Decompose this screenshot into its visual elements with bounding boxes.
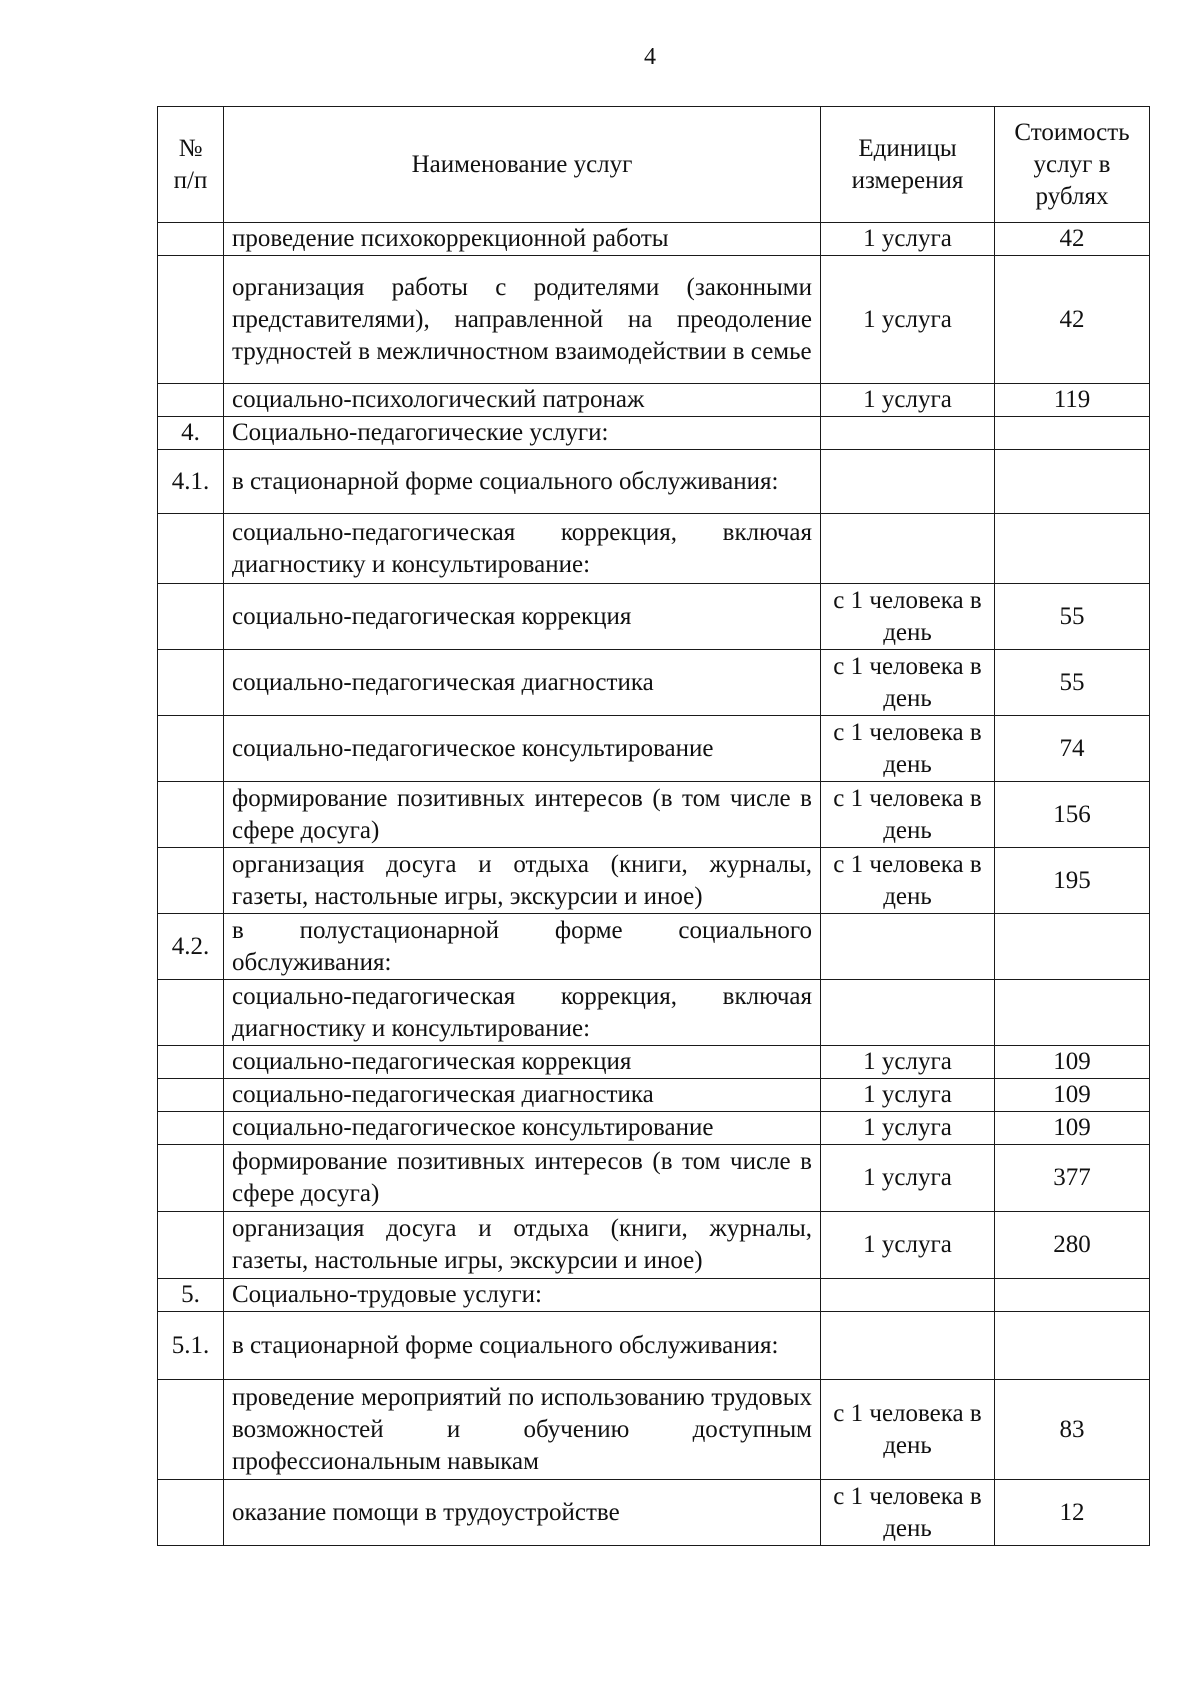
services-price-table — [157, 106, 1150, 1546]
table-row — [158, 1145, 1150, 1212]
cell-unit — [821, 1312, 995, 1380]
cell-name: Социально-трудовые услуги: — [224, 1279, 821, 1312]
cell-cost: 377 — [995, 1145, 1150, 1212]
cell-cost: 119 — [995, 384, 1150, 417]
table-row — [158, 848, 1150, 914]
cell-name: социально-педагогическая коррекция — [224, 1046, 821, 1079]
table-row — [158, 1480, 1150, 1546]
table-row — [158, 1079, 1150, 1112]
cell-name: в полустационарной форме социального обслуживания: — [224, 914, 821, 980]
table-row — [158, 223, 1150, 256]
cell-num: 5. — [158, 1279, 224, 1312]
cell-unit: 1 услуга — [821, 256, 995, 384]
cell-cost: 195 — [995, 848, 1150, 914]
cell-unit: 1 услуга — [821, 1079, 995, 1112]
table-row — [158, 716, 1150, 782]
cell-cost — [995, 1279, 1150, 1312]
cell-num — [158, 1480, 224, 1546]
cell-name: социально-психологический патронаж — [224, 384, 821, 417]
cell-cost — [995, 1312, 1150, 1380]
cell-num: 4.2. — [158, 914, 224, 980]
cell-cost — [995, 417, 1150, 450]
cell-num — [158, 1112, 224, 1145]
cell-cost: 42 — [995, 223, 1150, 256]
cell-num — [158, 223, 224, 256]
table-row — [158, 1212, 1150, 1279]
cell-unit: 1 услуга — [821, 384, 995, 417]
cell-cost: 74 — [995, 716, 1150, 782]
cell-num — [158, 1046, 224, 1079]
cell-unit: с 1 человека в день — [821, 584, 995, 650]
cell-num — [158, 1380, 224, 1480]
cell-cost — [995, 914, 1150, 980]
cell-num — [158, 584, 224, 650]
cell-unit: 1 услуга — [821, 223, 995, 256]
cell-unit: с 1 человека в день — [821, 782, 995, 848]
cell-num — [158, 1212, 224, 1279]
table-row — [158, 514, 1150, 584]
cell-unit: 1 услуга — [821, 1112, 995, 1145]
cell-name: социально-педагогическая коррекция, включая диагностику и консультирование: — [224, 980, 821, 1046]
cell-cost — [995, 514, 1150, 584]
cell-cost: 280 — [995, 1212, 1150, 1279]
cell-name: проведение психокоррекционной работы — [224, 223, 821, 256]
cell-unit: 1 услуга — [821, 1145, 995, 1212]
cell-name: Социально-педагогические услуги: — [224, 417, 821, 450]
cell-cost: 109 — [995, 1112, 1150, 1145]
cell-unit — [821, 417, 995, 450]
table-row — [158, 1046, 1150, 1079]
header-num: № п/п — [158, 107, 224, 223]
cell-cost: 109 — [995, 1046, 1150, 1079]
cell-name: социально-педагогическое консультирование — [224, 1112, 821, 1145]
table-row — [158, 584, 1150, 650]
table-row — [158, 1312, 1150, 1380]
cell-name: формирование позитивных интересов (в том числе в сфере досуга) — [224, 1145, 821, 1212]
cell-num: 4.1. — [158, 450, 224, 514]
cell-unit — [821, 514, 995, 584]
cell-unit — [821, 914, 995, 980]
table-row — [158, 384, 1150, 417]
cell-cost: 12 — [995, 1480, 1150, 1546]
cell-name: социально-педагогическая коррекция — [224, 584, 821, 650]
cell-cost: 55 — [995, 584, 1150, 650]
cell-num — [158, 650, 224, 716]
cell-unit — [821, 450, 995, 514]
table-header-row — [158, 107, 1150, 223]
cell-name: в стационарной форме социального обслуживания: — [224, 1312, 821, 1380]
header-cost: Стоимость услуг в рублях — [995, 107, 1150, 223]
cell-cost: 42 — [995, 256, 1150, 384]
table-row — [158, 417, 1150, 450]
cell-cost: 55 — [995, 650, 1150, 716]
table-body — [158, 223, 1150, 1546]
table-row — [158, 914, 1150, 980]
cell-name: организация досуга и отдыха (книги, журналы, газеты, настольные игры, экскурсии и иное) — [224, 848, 821, 914]
cell-unit: с 1 человека в день — [821, 848, 995, 914]
cell-num — [158, 1145, 224, 1212]
cell-cost: 156 — [995, 782, 1150, 848]
cell-name: оказание помощи в трудоустройстве — [224, 1480, 821, 1546]
cell-num — [158, 256, 224, 384]
page-number: 4 — [644, 44, 656, 70]
cell-num — [158, 980, 224, 1046]
cell-name: в стационарной форме социального обслуживания: — [224, 450, 821, 514]
cell-num: 5.1. — [158, 1312, 224, 1380]
cell-unit — [821, 1279, 995, 1312]
cell-name: социально-педагогическое консультирование — [224, 716, 821, 782]
cell-name: организация работы с родителями (законными представителями), направленной на преодоление трудностей в межличностном взаимодействии в семье — [224, 256, 821, 384]
table-row — [158, 782, 1150, 848]
cell-cost — [995, 980, 1150, 1046]
cell-num — [158, 716, 224, 782]
table-row — [158, 1380, 1150, 1480]
cell-cost: 83 — [995, 1380, 1150, 1480]
cell-name: проведение мероприятий по использованию трудовых возможностей и обучению доступным профессиональным навыкам — [224, 1380, 821, 1480]
cell-unit: с 1 человека в день — [821, 1380, 995, 1480]
cell-num — [158, 514, 224, 584]
cell-name: социально-педагогическая диагностика — [224, 650, 821, 716]
header-unit: Единицы измерения — [821, 107, 995, 223]
cell-unit: 1 услуга — [821, 1046, 995, 1079]
table-row — [158, 1112, 1150, 1145]
cell-num — [158, 384, 224, 417]
cell-name: социально-педагогическая коррекция, включая диагностику и консультирование: — [224, 514, 821, 584]
cell-num — [158, 782, 224, 848]
cell-num — [158, 1079, 224, 1112]
table-row — [158, 1279, 1150, 1312]
cell-unit — [821, 980, 995, 1046]
cell-unit: 1 услуга — [821, 1212, 995, 1279]
cell-name: организация досуга и отдыха (книги, журналы, газеты, настольные игры, экскурсии и иное) — [224, 1212, 821, 1279]
table-row — [158, 256, 1150, 384]
cell-unit: с 1 человека в день — [821, 1480, 995, 1546]
cell-num: 4. — [158, 417, 224, 450]
header-name: Наименование услуг — [224, 107, 821, 223]
cell-num — [158, 848, 224, 914]
cell-cost: 109 — [995, 1079, 1150, 1112]
cell-unit: с 1 человека в день — [821, 716, 995, 782]
table-row — [158, 650, 1150, 716]
table-row — [158, 450, 1150, 514]
cell-name: формирование позитивных интересов (в том числе в сфере досуга) — [224, 782, 821, 848]
cell-name: социально-педагогическая диагностика — [224, 1079, 821, 1112]
cell-cost — [995, 450, 1150, 514]
table-row — [158, 980, 1150, 1046]
cell-unit: с 1 человека в день — [821, 650, 995, 716]
